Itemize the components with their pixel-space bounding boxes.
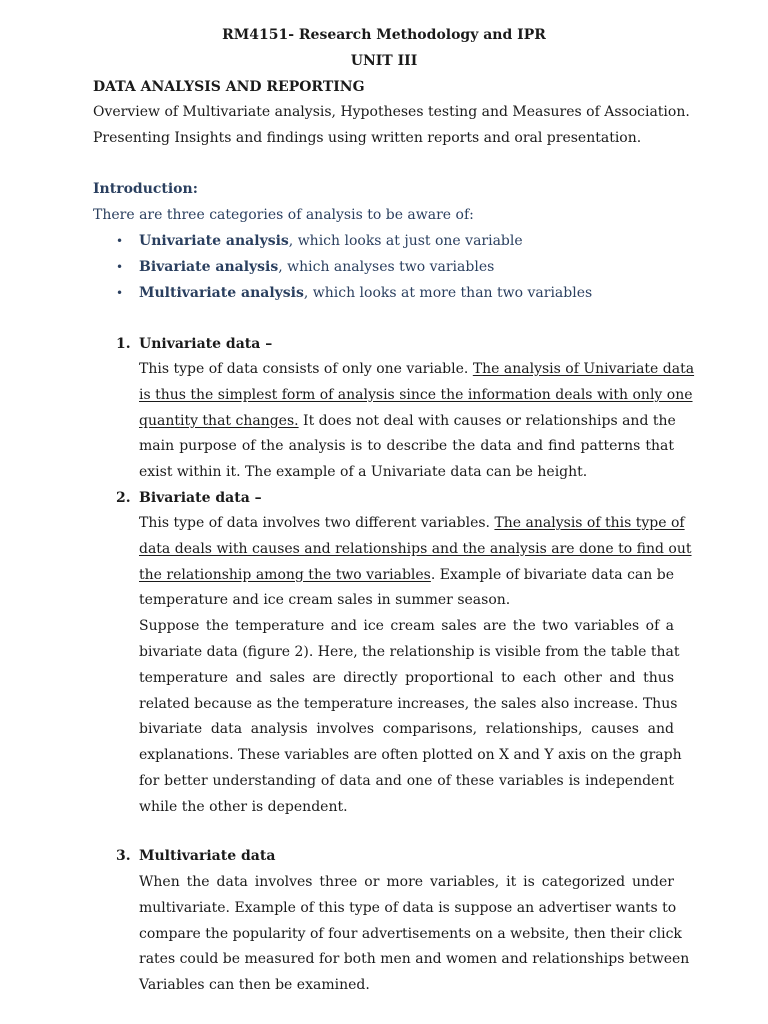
text-line: compare the popularity of four advertisements on a website, then their click bbox=[139, 925, 682, 942]
text-line: temperature and ice cream sales in summer season. bbox=[139, 592, 511, 609]
bullet-icon: • bbox=[116, 260, 124, 274]
document-title: RM4151- Research Methodology and IPR bbox=[222, 27, 546, 43]
text-line: main purpose of the analysis is to describe the data and find patterns that bbox=[139, 438, 674, 455]
bullet-univariate bbox=[139, 232, 523, 250]
item-title-univariate: Univariate data – bbox=[139, 336, 273, 352]
item-number: 3. bbox=[116, 848, 131, 864]
item-number: 2. bbox=[116, 490, 131, 506]
bullet-bivariate bbox=[139, 258, 494, 276]
bivariate-paragraph bbox=[139, 514, 692, 824]
intro-lead: There are three categories of analysis to be aware of: bbox=[93, 207, 474, 223]
overview-line-1: Overview of Multivariate analysis, Hypotheses testing and Measures of Association. bbox=[93, 104, 690, 120]
unit-label: UNIT III bbox=[350, 53, 418, 69]
text-line: bivariate data (figure 2). Here, the relationship is visible from the table that bbox=[139, 643, 680, 660]
overview-paragraph bbox=[93, 103, 690, 155]
text-line: while the other is dependent. bbox=[139, 798, 348, 815]
bullet-term: Multivariate analysis bbox=[139, 285, 304, 301]
intro-heading: Introduction: bbox=[93, 181, 198, 197]
text-line: When the data involves three or more variables, it is categorized under bbox=[139, 874, 674, 890]
text-line: This type of data consists of only one variable. The analysis of Univariate data bbox=[139, 361, 695, 377]
item-title-multivariate: Multivariate data bbox=[139, 848, 276, 864]
text-line: for better understanding of data and one of these variables is independent bbox=[139, 772, 674, 789]
overview-line-2: Presenting Insights and findings using written reports and oral presentation. bbox=[93, 129, 642, 146]
text-line: the relationship among the two variables. Example of bivariate data can be bbox=[139, 566, 674, 583]
bullet-multivariate bbox=[139, 284, 592, 302]
bullet-text: , which looks at just one variable bbox=[288, 233, 523, 249]
bullet-text: , which looks at more than two variables bbox=[303, 285, 593, 301]
text-line: This type of data involves two different variables. The analysis of this type of bbox=[139, 515, 685, 531]
text-line: explanations. These variables are often plotted on X and Y axis on the graph bbox=[139, 747, 682, 764]
text-line: bivariate data analysis involves comparisons, relationships, causes and bbox=[139, 721, 674, 738]
univariate-paragraph bbox=[139, 360, 695, 489]
bullet-term: Univariate analysis bbox=[139, 233, 289, 249]
text-line: related because as the temperature increases, the sales also increase. Thus bbox=[139, 695, 678, 712]
multivariate-paragraph bbox=[139, 873, 690, 1002]
text-line: is thus the simplest form of analysis since the information deals with only one bbox=[139, 386, 693, 403]
bullet-icon: • bbox=[116, 234, 124, 248]
text-line: Suppose the temperature and ice cream sales are the two variables of a bbox=[139, 618, 674, 635]
text-line: Variables can then be examined. bbox=[139, 977, 370, 994]
item-title-bivariate: Bivariate data – bbox=[139, 490, 262, 506]
text-line: multivariate. Example of this type of data is suppose an advertiser wants to bbox=[139, 899, 677, 916]
item-number: 1. bbox=[116, 336, 131, 352]
text-line: quantity that changes. It does not deal with causes or relationships and the bbox=[139, 412, 676, 429]
bullet-text: , which analyses two variables bbox=[278, 259, 495, 275]
bullet-icon: • bbox=[116, 286, 124, 300]
section-heading: DATA ANALYSIS AND REPORTING bbox=[93, 79, 365, 95]
text-line: temperature and sales are directly proportional to each other and thus bbox=[139, 669, 674, 686]
text-line: exist within it. The example of a Univariate data can be height. bbox=[139, 464, 588, 481]
text-line: rates could be measured for both men and women and relationships between bbox=[139, 951, 690, 968]
text-line: data deals with causes and relationships and the analysis are done to find out bbox=[139, 540, 692, 557]
bullet-term: Bivariate analysis bbox=[139, 259, 279, 275]
